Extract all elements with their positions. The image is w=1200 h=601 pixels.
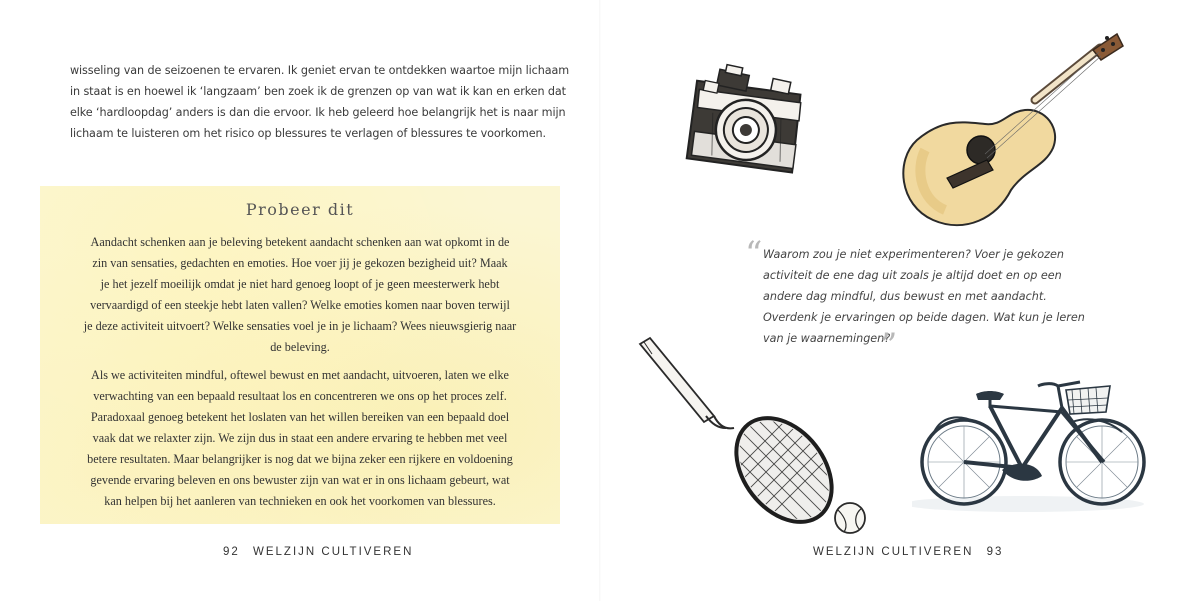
tip-line: gevende ervaring beleven en ons bewuster zijn van wat er in ons lichaam gebeurt, wat xyxy=(90,473,510,487)
quote-line: activiteit de ene dag uit zoals je altijd doet en op een xyxy=(763,269,1062,282)
book-gutter xyxy=(599,0,601,601)
tip-line: je het jezelf moeilijk omdat je niet hard genoeg loopt of je geen meesterwerk hebt xyxy=(100,277,500,291)
tip-line: kan helpen bij het aanleren van technieken en ook het voorkomen van blessures. xyxy=(104,494,496,508)
running-footer: WELZIJN CULTIVEREN xyxy=(253,546,414,558)
quote-line: Overdenk je ervaringen op beide dagen. Wat kun je leren xyxy=(763,311,1085,324)
quote-line: Waarom zou je niet experimenteren? Voer je gekozen xyxy=(763,248,1064,261)
intro-line: wisseling van de seizoenen te ervaren. Ik geniet ervan te ontdekken waartoe mijn lichaam xyxy=(70,64,570,77)
camera-illustration xyxy=(672,50,822,190)
close-quote-mark: ” xyxy=(880,326,898,366)
quote-text xyxy=(763,244,1093,349)
intro-line: elke ‘hardloopdag’ anders is dan die ervoor. Ik heb geleerd hoe belangrijk het is naar mijn xyxy=(70,106,566,119)
tennis-racket-illustration xyxy=(632,332,882,542)
tip-line: verwachting van een bepaald resultaat los en concentreren we ons op het proces zelf. xyxy=(93,389,507,403)
tip-line: Paradoxaal genoeg betekent het loslaten van het willen bereiken van een bepaald doel xyxy=(90,410,510,424)
open-quote-mark: “ xyxy=(745,234,763,274)
running-footer: WELZIJN CULTIVEREN xyxy=(813,546,974,558)
left-folio xyxy=(215,546,413,558)
bicycle-illustration xyxy=(912,372,1162,522)
tip-line: Als we activiteiten mindful, oftewel bewust en met aandacht, uitvoeren, laten we elke xyxy=(91,368,509,382)
intro-line: in staat is en hoewel ik ‘langzaam’ ben zoek ik de grenzen op van wat ik kan en erken dat xyxy=(70,85,566,98)
page-number: 93 xyxy=(986,546,1004,558)
quote-line: van je waarnemingen? xyxy=(763,332,891,345)
intro-line: lichaam te luisteren om het risico op blessures te verlagen of blessures te voorkomen. xyxy=(70,127,546,140)
tip-line: vervaardigd of een steekje hebt laten vallen? Welke emoties komen naar boven terwijl xyxy=(90,298,510,312)
tip-line: Aandacht schenken aan je beleving betekent aandacht schenken aan wat opkomt in de xyxy=(90,235,510,249)
page-number: 92 xyxy=(223,546,240,558)
quote-line: andere dag mindful, dus bewust en met aandacht. xyxy=(763,290,1047,303)
right-folio xyxy=(813,546,1011,558)
tip-line: betere resultaten. Maar belangrijker is nog dat we bijna zeker een rijkere en voldoening xyxy=(87,452,513,466)
guitar-illustration xyxy=(885,30,1130,230)
intro-text xyxy=(70,60,570,144)
tip-line: zin van sensaties, gedachten en emoties. Hoe voer jij je gekozen bezigheid uit? Maak xyxy=(92,256,508,270)
tip-line: de beleving. xyxy=(270,340,330,354)
tip-line: je deze activiteit uitvoert? Welke sensaties voel je in je lichaam? Wees nieuwsgierig naar xyxy=(83,319,517,333)
tip-line: vaak dat we relaxter zijn. We zijn dus in staat een andere ervaring te hebben met veel xyxy=(92,431,508,445)
tip-box-body xyxy=(64,232,536,512)
tip-box-title: Probeer dit xyxy=(245,200,355,219)
